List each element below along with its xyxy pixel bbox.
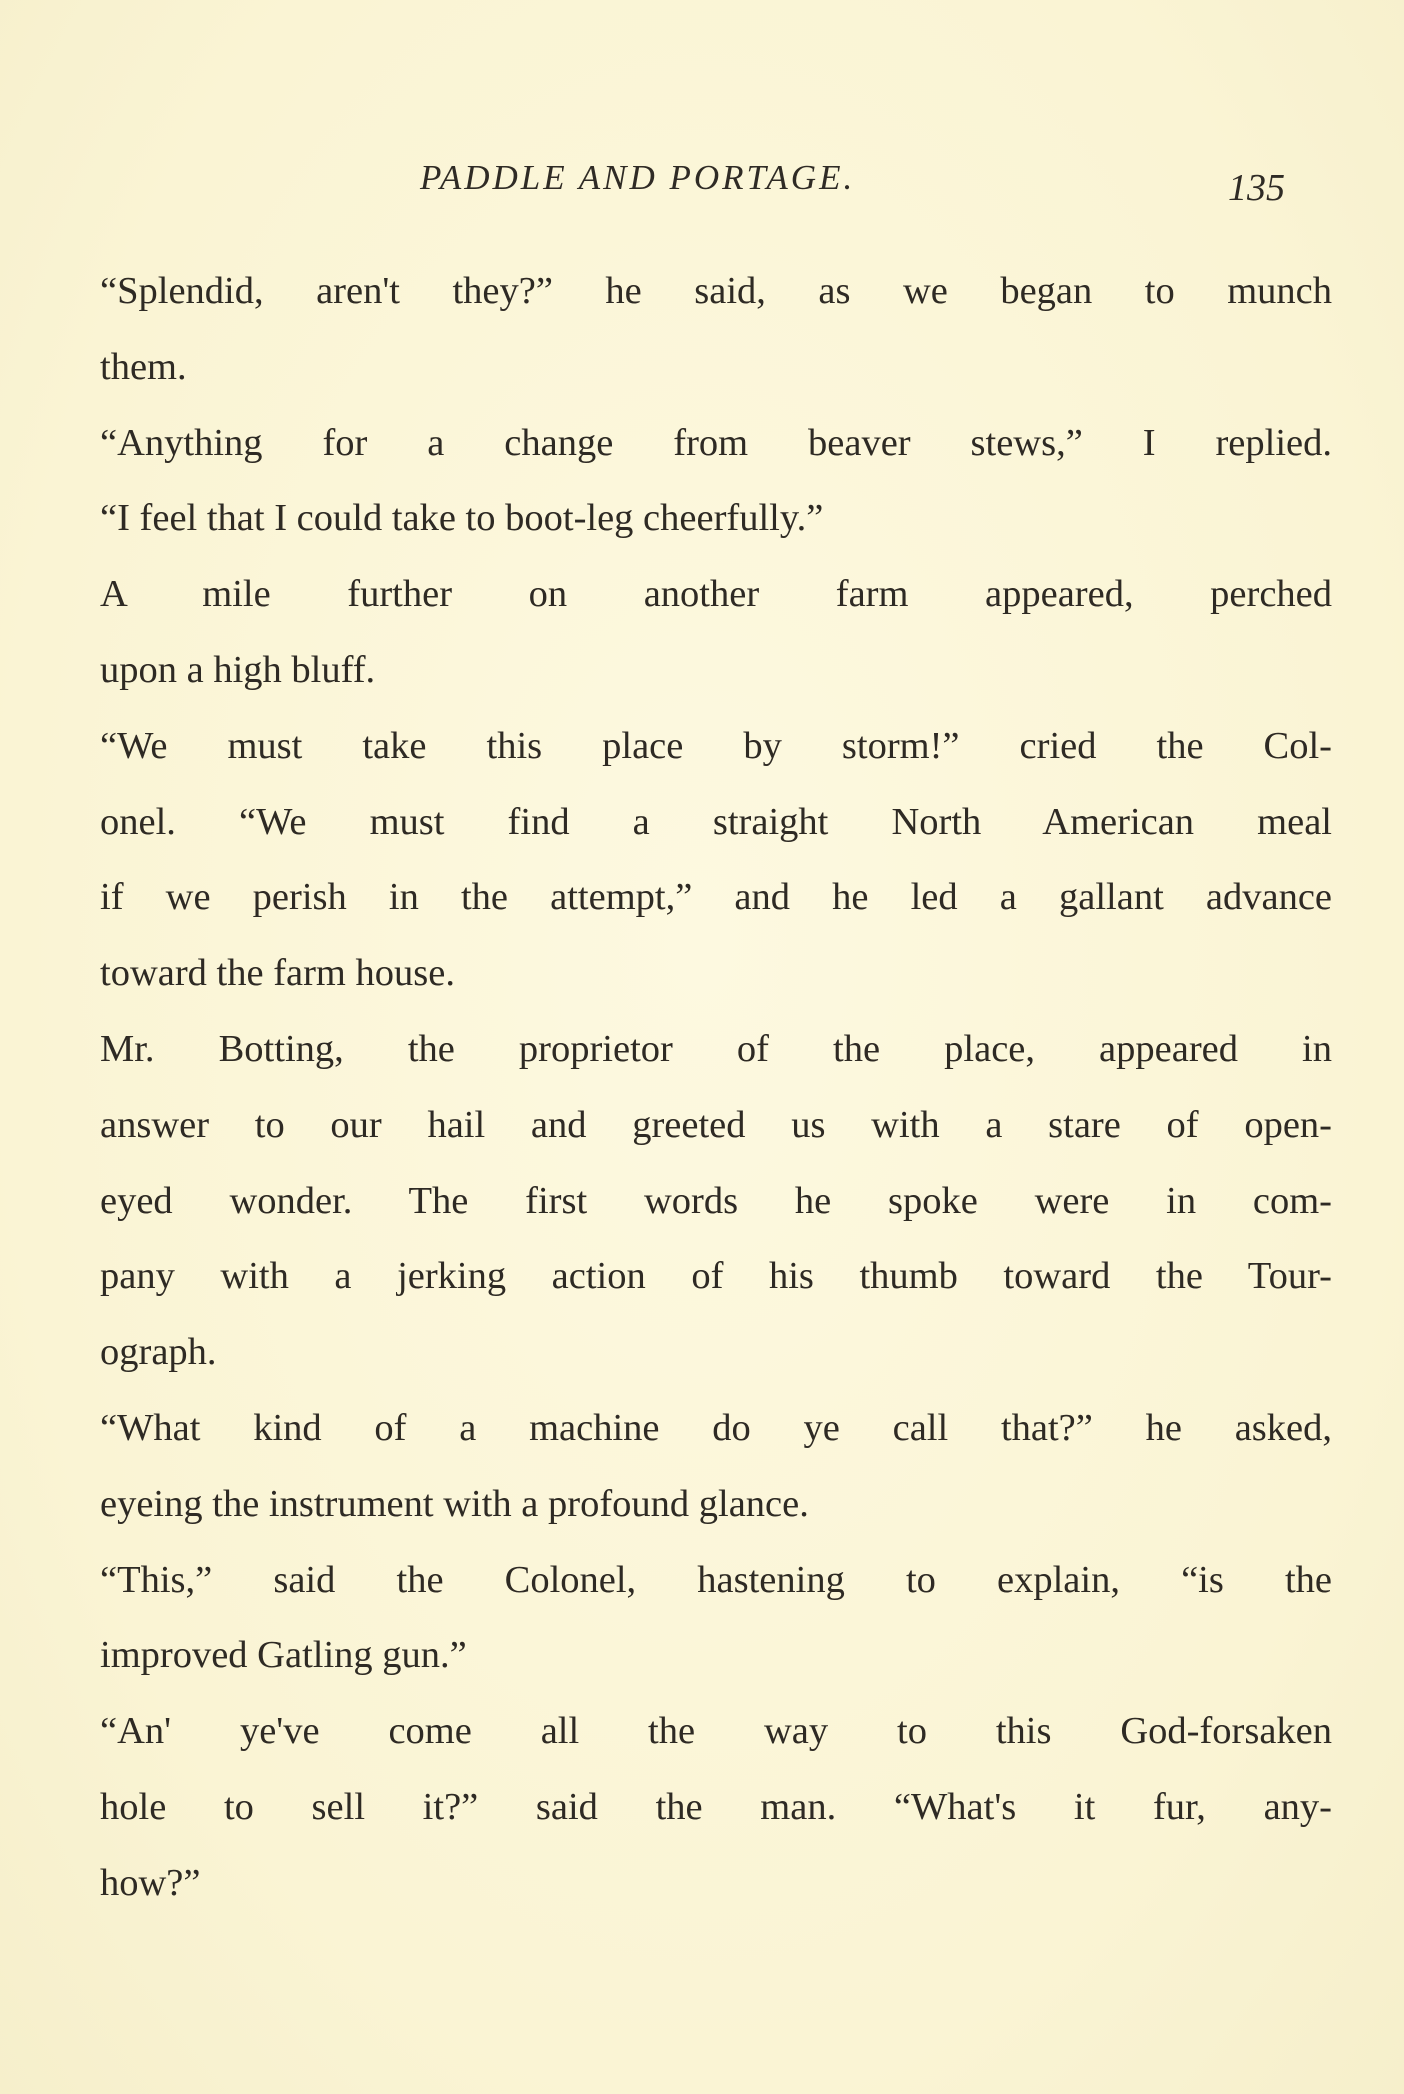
text-line: “An' ye've come all the way to this God-forsaken <box>100 1710 1332 1753</box>
page-number: 135 <box>1228 167 1285 209</box>
text-line: onel. “We must find a straight North American meal <box>100 800 1332 843</box>
running-head: PADDLE AND PORTAGE. <box>420 158 856 197</box>
text-line: improved Gatling gun.” <box>100 1634 467 1677</box>
text-line: “What kind of a machine do ye call that?” he asked, <box>100 1406 1332 1449</box>
text-line: “Splendid, aren't they?” he said, as we began to munch <box>100 270 1332 312</box>
text-line: ograph. <box>100 1331 217 1374</box>
text-line: if we perish in the attempt,” and he led a gallant advance <box>100 876 1332 919</box>
text-line: “This,” said the Colonel, hastening to explain, “is the <box>100 1558 1332 1601</box>
text-line: hole to sell it?” said the man. “What's it fur, any- <box>100 1785 1332 1828</box>
page-header <box>0 158 1404 218</box>
text-line: toward the farm house. <box>100 952 455 995</box>
text-line: Mr. Botting, the proprietor of the place, appeared in <box>100 1027 1332 1070</box>
text-line: eyed wonder. The first words he spoke were in com- <box>100 1179 1332 1222</box>
text-line: A mile further on another farm appeared, perched <box>100 573 1332 616</box>
text-line: “Anything for a change from beaver stews,” I replied. <box>100 421 1332 464</box>
text-line: “We must take this place by storm!” cried the Col- <box>100 724 1332 767</box>
text-line: pany with a jerking action of his thumb toward the Tour- <box>100 1255 1332 1298</box>
text-line: “I feel that I could take to boot-leg cheerfully.” <box>100 497 824 540</box>
body-text <box>100 254 1332 1922</box>
text-line: upon a high bluff. <box>100 648 376 691</box>
text-line: answer to our hail and greeted us with a stare of open- <box>100 1103 1332 1146</box>
text-line: how?” <box>100 1861 201 1904</box>
text-line: them. <box>100 345 187 388</box>
text-line: eyeing the instrument with a profound glance. <box>100 1482 809 1525</box>
